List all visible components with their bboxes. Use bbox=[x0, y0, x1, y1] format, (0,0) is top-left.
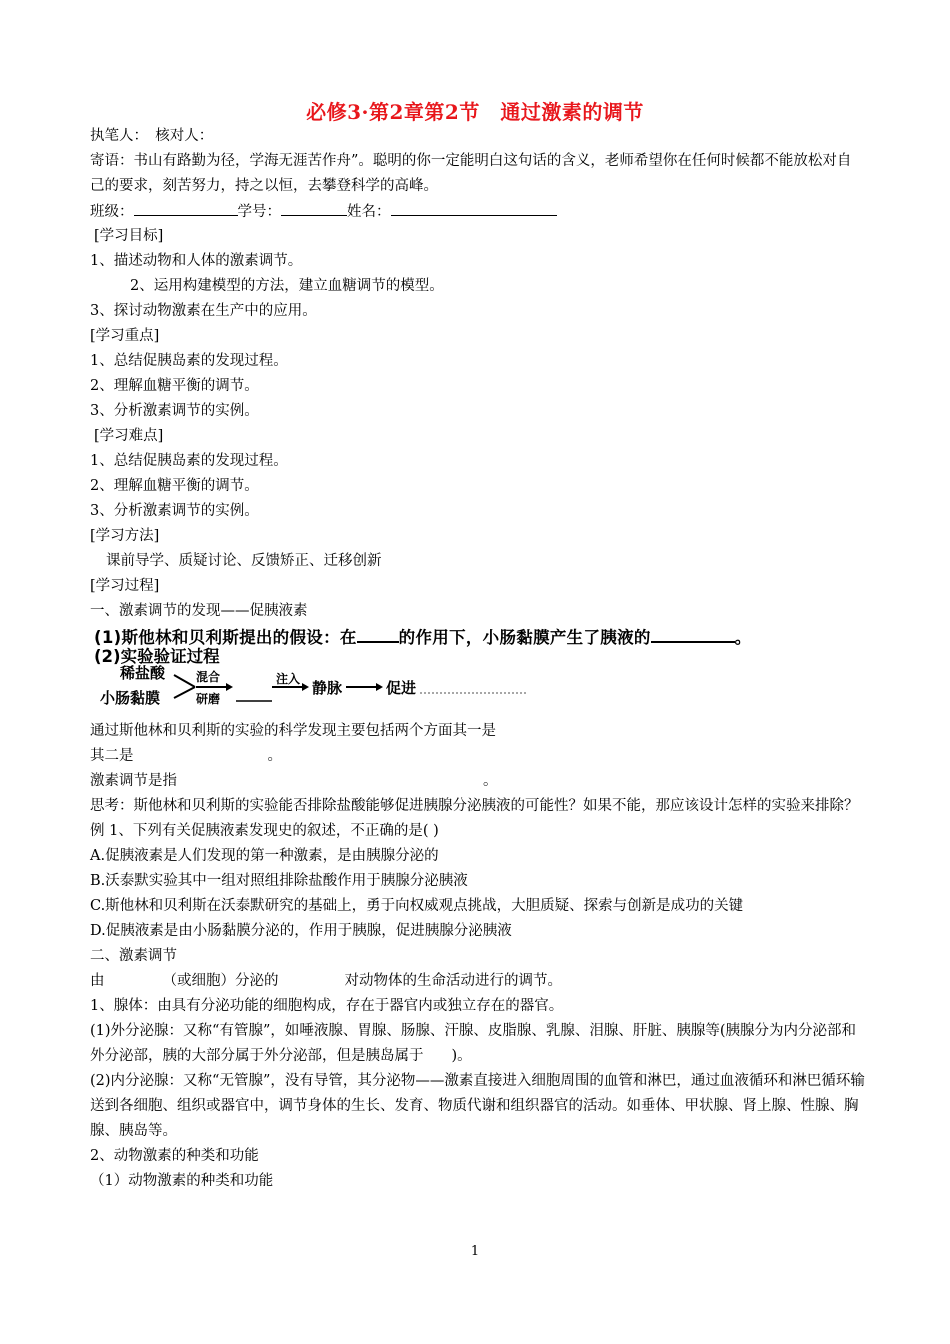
class-blank[interactable] bbox=[134, 199, 238, 216]
section2-heading: 二、激素调节 bbox=[90, 948, 177, 964]
node-vein: 静脉 bbox=[312, 679, 343, 697]
example-option: C.斯他林和贝利斯在沃泰默研究的基础上，勇于向权威观点挑战，大胆质疑、探索与创新是成功的关键 bbox=[90, 898, 744, 914]
page-number: 1 bbox=[470, 1244, 480, 1259]
step-inject: 注入 bbox=[276, 672, 301, 686]
difficulty-item: 1、总结促胰岛素的发现过程。 bbox=[90, 453, 288, 469]
question-second-label: 其二是 bbox=[90, 748, 134, 764]
exocrine-paragraph bbox=[90, 1019, 865, 1069]
example-option: D.促胰液素是由小肠黏膜分泌的，作用于胰腺，促进胰腺分泌胰液 bbox=[90, 923, 512, 939]
hormone-definition bbox=[90, 969, 865, 994]
class-label: 班级： bbox=[90, 204, 134, 220]
definition-part-c: 对动物体的生命活动进行的调节。 bbox=[344, 973, 562, 989]
grind-arrowhead bbox=[226, 683, 233, 691]
hypothesis-blank-2 bbox=[651, 625, 735, 643]
exocrine-end: )。 bbox=[451, 1048, 472, 1064]
hypothesis-blank-1 bbox=[357, 625, 399, 643]
example-stem: 例 1、下列有关促胰液素发现史的叙述，不正确的是( ) bbox=[90, 823, 439, 839]
node-intestinal-mucosa: 小肠黏膜 bbox=[100, 689, 161, 707]
key-points-heading: [学习重点] bbox=[90, 328, 160, 344]
hormone-types-subheading: （1）动物激素的种类和功能 bbox=[90, 1173, 274, 1189]
step-grind: 研磨 bbox=[196, 692, 221, 706]
question-intro: 通过斯他林和贝利斯的实验的科学发现主要包括两个方面其一是 bbox=[90, 723, 496, 739]
question-second bbox=[90, 744, 865, 769]
number-blank[interactable] bbox=[281, 199, 347, 216]
question-hormone bbox=[90, 769, 865, 794]
difficulty-item: 2、理解血糖平衡的调节。 bbox=[90, 478, 259, 494]
name-label: 姓名： bbox=[347, 204, 391, 220]
number-label: 学号： bbox=[237, 204, 281, 220]
student-info-form bbox=[90, 199, 865, 224]
name-blank[interactable] bbox=[391, 199, 557, 216]
key-point-item: 1、总结促胰岛素的发现过程。 bbox=[90, 353, 288, 369]
step-mix: 混合 bbox=[196, 670, 221, 684]
motto-paragraph: 寄语：书山有路勤为径，学海无涯苦作舟”。聪明的你一定能明白这句话的含义，老师希望你在任何时候都不能放松对自己的要求，刻苦努力，持之以恒，去攀登科学的高峰。 bbox=[90, 153, 852, 194]
section1-heading: 一、激素调节的发现——促胰液素 bbox=[90, 603, 308, 619]
document-body bbox=[90, 124, 865, 1194]
merge-line-top bbox=[174, 675, 195, 687]
gland-definition: 1、腺体：由具有分泌功能的细胞构成，存在于器官内或独立存在的器官。 bbox=[90, 998, 564, 1014]
verification-heading: (2)实验验证过程 bbox=[94, 647, 220, 666]
methods-text: 课前导学、质疑讨论、反馈矫正、迁移创新 bbox=[106, 553, 382, 569]
page-title: 必修3·第2章第2节 通过激素的调节 bbox=[306, 100, 644, 124]
example-option: A.促胰液素是人们发现的第一种激素，是由胰腺分泌的 bbox=[90, 848, 439, 864]
goal-item: 3、探讨动物激素在生产中的应用。 bbox=[90, 303, 317, 319]
think-paragraph: 思考：斯他林和贝利斯的实验能否排除盐酸能够促进胰腺分泌胰液的可能性？如果不能，那应该设计怎样的实验来排除？ bbox=[90, 798, 859, 814]
question-second-end: 。 bbox=[267, 748, 282, 764]
authors-line: 执笔人： 核对人： bbox=[90, 128, 214, 144]
methods-heading: [学习方法] bbox=[90, 528, 160, 544]
hypothesis-end: 。 bbox=[734, 628, 752, 647]
inject-arrowhead bbox=[302, 683, 309, 691]
hypothesis-text-a: (1)斯他林和贝利斯提出的假设：在 bbox=[94, 628, 357, 647]
process-heading: [学习过程] bbox=[90, 578, 160, 594]
definition-part-b: （或细胞）分泌的 bbox=[162, 973, 279, 989]
secretin-experiment-figure bbox=[90, 625, 865, 719]
exocrine-text: (1)外分泌腺：又称“有管腺”，如唾液腺、胃腺、肠腺、汗腺、皮脂腺、乳腺、泪腺、肝脏、胰腺等(胰腺分为内分泌部和外分泌部，胰的大部分属于外分泌部，但是胰岛属于 bbox=[90, 1023, 857, 1064]
promote-arrowhead bbox=[376, 683, 383, 691]
example-option: B.沃泰默实验其中一组对照组排除盐酸作用于胰腺分泌胰液 bbox=[90, 873, 468, 889]
hormone-types-heading: 2、动物激素的种类和功能 bbox=[90, 1148, 259, 1164]
experiment-flow-diagram bbox=[90, 663, 550, 715]
hypothesis-text-b: 的作用下，小肠黏膜产生了胰液的 bbox=[398, 628, 651, 647]
definition-part-a: 由 bbox=[90, 973, 105, 989]
key-point-item: 3、分析激素调节的实例。 bbox=[90, 403, 259, 419]
goal-item: 2、运用构建模型的方法，建立血糖调节的模型。 bbox=[130, 278, 444, 294]
key-point-item: 2、理解血糖平衡的调节。 bbox=[90, 378, 259, 394]
goals-heading: [学习目标] bbox=[94, 228, 164, 244]
question-hormone-label: 激素调节是指 bbox=[90, 773, 177, 789]
difficulties-heading: [学习难点] bbox=[94, 428, 164, 444]
node-promote: 促进 bbox=[386, 679, 417, 697]
merge-line-bottom bbox=[174, 687, 195, 698]
goal-item: 1、描述动物和人体的激素调节。 bbox=[90, 253, 303, 269]
node-dilute-hcl: 稀盐酸 bbox=[120, 664, 166, 682]
endocrine-paragraph: (2)内分泌腺：又称“无管腺”，没有导管，其分泌物——激素直接进入细胞周围的血管和淋巴，通过血液循环和淋巴循环输送到各细胞、组织或器官中，调节身体的生长、发育、物质代谢和组织器官的活动。如垂体、甲状腺、肾上腺、性腺、胸腺、胰岛等。 bbox=[90, 1073, 865, 1139]
difficulty-item: 3、分析激素调节的实例。 bbox=[90, 503, 259, 519]
question-hormone-end: 。 bbox=[483, 773, 498, 789]
